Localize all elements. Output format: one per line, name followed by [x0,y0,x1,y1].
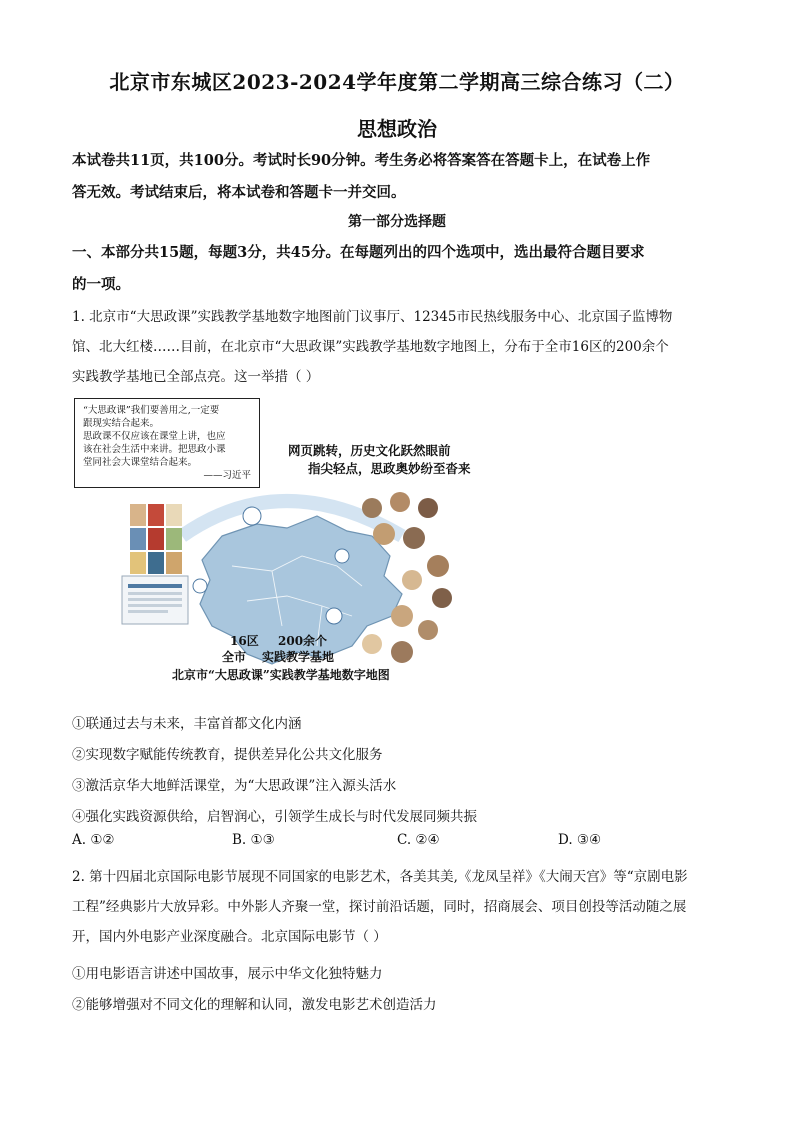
q2-option-2: ②能够增强对不同文化的理解和认同，激发电影艺术创造活力 [72,997,437,1013]
question-line: 开，国内外电影产业深度融合。北京国际电影节（ ） [72,929,387,945]
district-count-value: 16区 [230,634,259,648]
quote-line: 该在社会生活中来讲。把思政小课 [83,444,226,455]
section-instructions [72,237,722,301]
question-line: 1. 北京市“大思政课”实践教学基地数字地图前门议事厅、12345市民热线服务中心、北京国子监博物 [72,309,673,325]
quote-signature: ——习近平 [203,470,251,481]
quote-line: 思政课不仅应该在课堂上讲，也应 [83,431,226,442]
instructions-line: 本试卷共11页，共100分。考试时长90分钟。考生务必将答案答在答题卡上，在试卷上作 [72,152,651,169]
choice-a[interactable]: A. ①② [72,832,115,848]
figure-headline [288,442,471,478]
figure-headline-line: 网页跳转，历史文化跃然眼前 [288,443,451,458]
book-covers-icon [130,504,182,574]
figure-headline-line: 指尖轻点，思政奥妙纷至沓来 [308,461,471,476]
question-1-stem [72,302,722,392]
choice-c[interactable]: C. ②④ [397,832,440,848]
question-line: 2. 第十四届北京国际电影节展现不同国家的电影艺术，各美其美,《龙凤呈祥》《大闹天宫》等“京剧电影 [72,869,688,885]
choice-b[interactable]: B. ①③ [232,832,275,848]
q2-option-1: ①用电影语言讲述中国故事，展示中华文化独特魅力 [72,966,383,982]
quote-line: 跟现实结合起来。 [83,418,160,429]
base-count-value: 200余个 [278,634,328,648]
choice-d[interactable]: D. ③④ [558,832,602,848]
section-line: 的一项。 [72,276,130,293]
subject-title: 思想政治 [357,117,437,141]
question-line: 实践教学基地已全部点亮。这一举措（ ） [72,369,320,385]
instructions-line: 答无效。考试结束后，将本试卷和答题卡一并交回。 [72,184,406,201]
question-2-stem [72,862,722,952]
figure-caption: 北京市“大思政课”实践教学基地数字地图 [172,668,390,682]
screen-thumbnails-icon [122,576,188,624]
quote-line: “大思政课”我们要善用之,一定要 [83,405,220,416]
q1-option-2: ②实现数字赋能传统教育，提供差异化公共文化服务 [72,747,383,763]
question-line: 工程”经典影片大放异彩。中外影人齐聚一堂，探讨前沿话题，同时，招商展会、项目创投等活动随之展 [72,899,687,915]
question-line: 馆、北大红楼……目前，在北京市“大思政课”实践教学基地数字地图上，分布于全市16区的200余个 [72,339,669,355]
base-count-label: 实践教学基地 [262,650,335,664]
base-count-stat [278,632,327,649]
q1-option-3: ③激活京华大地鲜活课堂，为“大思政课”注入源头活水 [72,778,397,794]
exam-instructions [72,145,722,209]
district-count-label: 全市 [222,650,247,664]
section-line: 一、本部分共15题，每题3分，共45分。在每题列出的四个选项中，选出最符合题目要求 [72,244,645,261]
part-title: 第一部分选择题 [348,214,446,230]
district-count-stat [230,632,259,649]
quote-box [74,398,260,488]
q1-option-1: ①联通过去与未来，丰富首都文化内涵 [72,716,302,732]
digital-map-figure [72,396,482,696]
exam-title: 北京市东城区2023-2024学年度第二学期高三综合练习（二） [109,70,685,94]
quote-line: 堂同社会大课堂结合起来。 [83,457,198,468]
q1-option-4: ④强化实践资源供给，启智润心，引领学生成长与时代发展同频共振 [72,809,477,825]
